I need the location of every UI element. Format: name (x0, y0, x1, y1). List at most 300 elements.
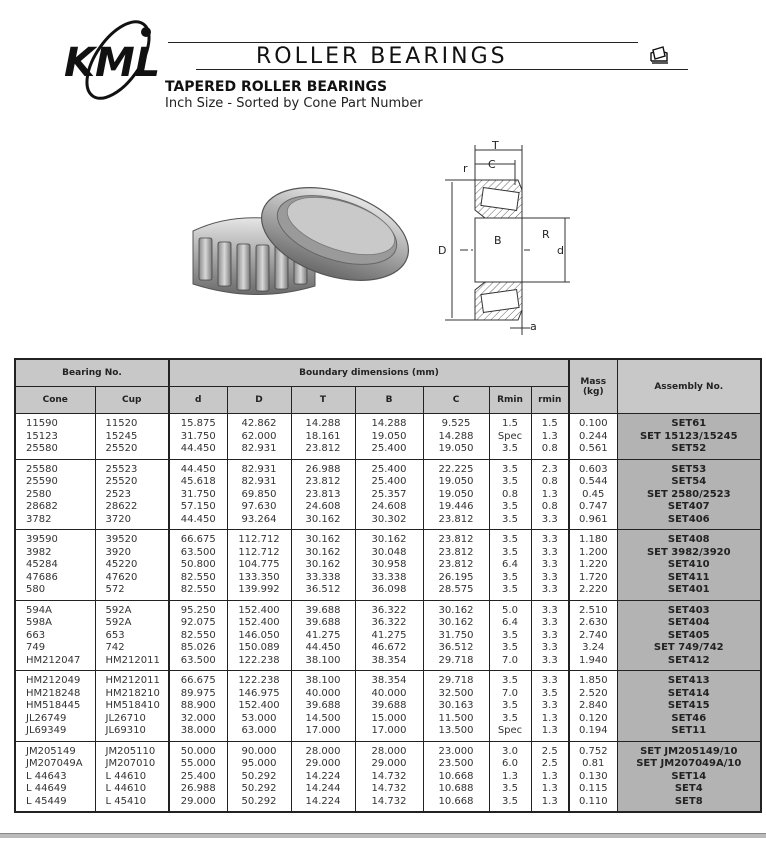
cell-value: 15.000 (371, 712, 407, 724)
cell-value: 92.075 (180, 617, 216, 628)
table-row-group (15, 414, 761, 460)
cell-value: 39.688 (371, 700, 407, 711)
cell-value: 592A (105, 604, 132, 616)
col-Rmin: Rmin (489, 387, 531, 414)
cell-value: SET 2580/2523 (646, 488, 731, 500)
cell-Rmin (489, 459, 531, 530)
cell-value: SET404 (667, 617, 710, 628)
cell-value: SET 3982/3920 (646, 546, 731, 558)
cell-value: 36.098 (371, 584, 407, 595)
cell-value: 25590 (26, 476, 58, 487)
cell-value: 25.357 (371, 488, 407, 500)
cell-value: 30.162 (305, 513, 341, 525)
cell-value: 95.250 (180, 604, 216, 616)
cell-value: 85.026 (180, 642, 216, 653)
cell-Rmin (489, 741, 531, 812)
kml-logo (62, 14, 172, 100)
cell-assembly (617, 741, 761, 812)
cell-value: 3782 (26, 513, 52, 525)
cell-value: HM218248 (26, 687, 81, 699)
cell-cup (95, 414, 169, 460)
cell-value: 14.732 (371, 770, 407, 782)
cell-value: 32.500 (438, 687, 474, 699)
cell-C (423, 414, 489, 460)
cell-value: 9.525 (441, 418, 471, 429)
cell-value: 90.000 (241, 745, 277, 757)
cell-C (423, 671, 489, 742)
col-cone: Cone (15, 387, 95, 414)
cell-value: 3.5 (502, 546, 518, 558)
cell-value: HM212011 (105, 654, 160, 666)
cell-value: 2.630 (578, 617, 608, 628)
cell-value: 19.446 (438, 501, 474, 512)
cell-value: 104.775 (238, 559, 280, 570)
section-subtitle: TAPERED ROLLER BEARINGS (165, 79, 388, 95)
cell-value: SET413 (667, 675, 710, 686)
cell-value: 152.400 (238, 604, 280, 616)
cell-value: L 44649 (26, 783, 67, 794)
cell-value: 26.988 (180, 783, 216, 794)
cell-value: 0.8 (541, 443, 558, 454)
cell-value: JL69310 (105, 725, 146, 736)
cell-rmin (531, 741, 569, 812)
cell-value: 82.550 (180, 571, 216, 583)
cell-cone (15, 459, 95, 530)
cell-value: 1.3 (541, 725, 558, 736)
cell-T (291, 741, 355, 812)
cell-value: 0.100 (578, 418, 608, 429)
page-title: ROLLER BEARINGS (256, 44, 508, 69)
cell-value: 3982 (26, 546, 52, 558)
cell-value: 3.5 (502, 443, 518, 454)
cell-value: SET403 (667, 604, 710, 616)
cell-value: 0.8 (502, 488, 518, 500)
cell-value: 6.4 (502, 559, 518, 570)
cell-value: 36.512 (438, 642, 474, 653)
cell-value: HM518410 (105, 700, 160, 711)
cell-value: 29.718 (438, 654, 474, 666)
cell-d (169, 600, 227, 671)
cell-value: 36.322 (371, 604, 407, 616)
table-row-group (15, 671, 761, 742)
cell-D (227, 741, 291, 812)
cell-value: JL69349 (26, 725, 67, 736)
cell-value: 11590 (26, 418, 58, 429)
cell-value: 3.3 (541, 654, 558, 666)
cell-value: HM212049 (26, 675, 81, 686)
cell-value: 2.220 (578, 584, 608, 595)
cell-value: 2.740 (578, 629, 608, 641)
cell-value: 3.5 (502, 795, 518, 807)
cell-value: JM207010 (105, 758, 156, 769)
cell-value: 3.0 (502, 745, 518, 757)
cell-value: 13.500 (438, 725, 474, 736)
cell-value: 19.050 (371, 430, 407, 442)
cell-value: 3.3 (541, 513, 558, 525)
cell-value: 26.988 (305, 463, 341, 475)
cell-value: 45284 (26, 559, 58, 570)
cell-value: 0.115 (578, 783, 608, 794)
cell-Rmin (489, 530, 531, 601)
cell-value: 40.000 (305, 687, 341, 699)
cell-value: 42.862 (241, 418, 277, 429)
cell-value: 25.400 (371, 476, 407, 487)
cell-value: 30.162 (305, 534, 341, 545)
cell-value: 82.931 (241, 476, 277, 487)
cell-value: 50.800 (180, 559, 216, 570)
cell-value: 44.450 (180, 443, 216, 454)
cell-value: 50.292 (241, 783, 277, 794)
cell-value: 53.000 (241, 712, 277, 724)
cell-rmin (531, 600, 569, 671)
cell-value: SET11 (671, 725, 707, 736)
cell-value: 3.3 (541, 675, 558, 686)
cell-value: JM205110 (105, 745, 156, 757)
cell-value: L 44610 (105, 770, 147, 782)
cell-value: 0.130 (578, 770, 608, 782)
cell-value: SET53 (671, 463, 707, 475)
cell-value: 1.3 (541, 712, 558, 724)
col-T: T (291, 387, 355, 414)
cell-T (291, 414, 355, 460)
cell-value: 25520 (105, 476, 138, 487)
cell-value: 82.550 (180, 584, 216, 595)
cell-B (355, 671, 423, 742)
cell-D (227, 530, 291, 601)
cell-value: 0.194 (578, 725, 608, 736)
cell-value: 19.050 (438, 443, 474, 454)
cell-value: 5.0 (502, 604, 518, 616)
cell-value: 22.225 (438, 463, 474, 475)
col-C: C (423, 387, 489, 414)
cell-value: 3.3 (541, 571, 558, 583)
cell-value: Spec (497, 430, 523, 442)
cell-C (423, 600, 489, 671)
cell-value: 23.812 (438, 513, 474, 525)
cell-value: 88.900 (180, 700, 216, 711)
cell-value: 15123 (26, 430, 58, 442)
cell-value: SET412 (667, 654, 710, 666)
diagram-label-r: r (463, 162, 468, 175)
tapered-bearing-icon (648, 44, 670, 66)
cell-value: 1.3 (541, 783, 558, 794)
cell-value: 38.354 (371, 675, 407, 686)
cell-value: 30.958 (371, 559, 407, 570)
cell-assembly (617, 530, 761, 601)
cell-value: 55.000 (180, 758, 216, 769)
cell-value: SET JM207049A/10 (636, 758, 742, 769)
cell-value: 1.3 (502, 770, 518, 782)
cell-value: 30.162 (438, 604, 474, 616)
cell-value: 7.0 (502, 654, 518, 666)
cell-value: 47686 (26, 571, 58, 583)
cell-value: 2580 (26, 488, 52, 500)
cell-value: 0.110 (578, 795, 608, 807)
cell-cup (95, 741, 169, 812)
cell-value: 25580 (26, 463, 58, 475)
cell-value: 2.3 (541, 463, 558, 475)
cell-value: 1.940 (578, 654, 608, 666)
cell-mass (569, 459, 617, 530)
table-body (15, 414, 761, 813)
cell-value: 29.000 (305, 758, 341, 769)
title-rule-top (168, 42, 638, 43)
cell-value: L 44610 (105, 783, 147, 794)
cell-value: 31.750 (438, 629, 474, 641)
cell-value: L 45410 (105, 795, 147, 807)
cell-value: 1.3 (541, 488, 558, 500)
cell-value: 3.5 (502, 712, 518, 724)
diagram-label-C: C (488, 158, 496, 171)
cell-value: 30.162 (438, 617, 474, 628)
cell-rmin (531, 671, 569, 742)
cell-value: SET410 (667, 559, 710, 570)
cell-B (355, 530, 423, 601)
cell-value: 1.200 (578, 546, 608, 558)
cell-value: 6.4 (502, 617, 518, 628)
cell-value: 663 (26, 629, 46, 641)
cell-value: 50.292 (241, 795, 277, 807)
cell-value: 26.195 (438, 571, 474, 583)
cell-value: 0.603 (578, 463, 608, 475)
cell-value: 3.5 (502, 675, 518, 686)
cell-value: 3.5 (502, 513, 518, 525)
cell-T (291, 671, 355, 742)
header-boundary-dimensions: Boundary dimensions (mm) (169, 359, 569, 387)
cell-cup (95, 530, 169, 601)
cell-value: 19.050 (438, 488, 474, 500)
cell-value: 0.961 (578, 513, 608, 525)
cell-value: 572 (105, 584, 125, 595)
diagram-label-B: B (494, 234, 502, 247)
bearing-table (14, 358, 762, 813)
cell-B (355, 459, 423, 530)
cell-Rmin (489, 671, 531, 742)
cell-value: JL26749 (26, 712, 67, 724)
cell-value: 3.3 (541, 642, 558, 653)
cell-mass (569, 741, 617, 812)
cell-value: 14.732 (371, 783, 407, 794)
cell-value: SET 749/742 (653, 642, 724, 653)
cell-value: 112.712 (238, 546, 280, 558)
cell-value: 0.752 (578, 745, 608, 757)
cell-D (227, 414, 291, 460)
cell-value: 36.322 (371, 617, 407, 628)
cell-rmin (531, 459, 569, 530)
cell-value: 63.500 (180, 654, 216, 666)
cell-value: 25.400 (371, 463, 407, 475)
cell-value: SET408 (667, 534, 710, 545)
cell-value: 152.400 (238, 617, 280, 628)
cell-value: 38.100 (305, 654, 341, 666)
cell-value: 23.812 (305, 443, 341, 454)
cell-value: SET52 (671, 443, 707, 454)
cell-value: 45220 (105, 559, 138, 570)
diagram-label-R: R (542, 228, 550, 241)
cell-value: 14.288 (371, 418, 407, 429)
cell-value: SET46 (671, 712, 707, 724)
cell-B (355, 741, 423, 812)
cell-assembly (617, 414, 761, 460)
cell-value: 28.575 (438, 584, 474, 595)
footer-bar (0, 833, 766, 838)
cell-value: 0.747 (578, 501, 608, 512)
cell-value: 3.5 (502, 584, 518, 595)
cell-T (291, 530, 355, 601)
cell-value: 23.812 (305, 476, 341, 487)
cell-value: 1.3 (541, 430, 558, 442)
cell-value: 1.5 (541, 418, 558, 429)
table-row-group (15, 600, 761, 671)
cell-value: 39520 (105, 534, 138, 545)
cell-value: 0.244 (578, 430, 608, 442)
cell-value: 38.354 (371, 654, 407, 666)
cell-value: 10.668 (438, 795, 474, 807)
cell-value: 28622 (105, 501, 138, 512)
cell-value: 1.3 (541, 795, 558, 807)
cell-value: 25580 (26, 443, 58, 454)
cell-assembly (617, 459, 761, 530)
cell-value: 17.000 (371, 725, 407, 736)
cell-value: HM218210 (105, 687, 160, 699)
cell-value: 10.668 (438, 770, 474, 782)
cell-value: 2.520 (578, 687, 608, 699)
cell-value: 2.5 (541, 745, 558, 757)
cell-value: SET8 (674, 795, 703, 807)
cell-assembly (617, 600, 761, 671)
cell-d (169, 414, 227, 460)
bearing-cross-section-diagram (430, 140, 590, 340)
cell-value: SET JM205149/10 (640, 745, 738, 757)
cell-value: 29.000 (180, 795, 216, 807)
cell-value: 152.400 (238, 700, 280, 711)
cell-value: 31.750 (180, 430, 216, 442)
cell-value: 0.8 (541, 501, 558, 512)
cell-cup (95, 671, 169, 742)
cell-value: 82.931 (241, 443, 277, 454)
cell-value: 14.224 (305, 770, 341, 782)
cell-cup (95, 459, 169, 530)
cell-value: 3.5 (502, 501, 518, 512)
cell-value: SET 15123/15245 (639, 430, 738, 442)
header-mass: Mass (kg) (569, 359, 617, 414)
cell-D (227, 671, 291, 742)
cell-C (423, 459, 489, 530)
cell-value: SET401 (667, 584, 710, 595)
cell-d (169, 741, 227, 812)
cell-cup (95, 600, 169, 671)
cell-value: 31.750 (180, 488, 216, 500)
cell-cone (15, 414, 95, 460)
cell-value: 30.302 (371, 513, 407, 525)
col-rmin: rmin (531, 387, 569, 414)
cell-value: 69.850 (241, 488, 277, 500)
cell-value: 139.992 (238, 584, 280, 595)
cell-value: 23.812 (438, 534, 474, 545)
cell-value: 45.618 (180, 476, 216, 487)
cell-value: 742 (105, 642, 125, 653)
cell-value: 38.100 (305, 675, 341, 686)
cell-value: 50.292 (241, 770, 277, 782)
cell-value: 25.400 (371, 443, 407, 454)
cell-value: 23.500 (438, 758, 474, 769)
cell-C (423, 741, 489, 812)
cell-value: 14.732 (371, 795, 407, 807)
cell-value: 3.3 (541, 546, 558, 558)
cell-value: 38.000 (180, 725, 216, 736)
cell-value: 28.000 (371, 745, 407, 757)
title-rule-bottom (196, 69, 688, 70)
cell-value: 150.089 (238, 642, 280, 653)
cell-value: 3.5 (502, 783, 518, 794)
cell-value: 1.220 (578, 559, 608, 570)
cell-d (169, 530, 227, 601)
cell-value: 10.688 (438, 783, 474, 794)
cell-value: 3.5 (502, 700, 518, 711)
cell-value: 122.238 (238, 675, 280, 686)
cell-value: 95.000 (241, 758, 277, 769)
cell-value: 30.163 (438, 700, 474, 711)
cell-value: 25520 (105, 443, 138, 454)
cell-B (355, 600, 423, 671)
cell-value: 40.000 (371, 687, 407, 699)
cell-value: 2523 (105, 488, 131, 500)
cell-value: 133.350 (238, 571, 280, 583)
cell-value: 97.630 (241, 501, 277, 512)
cell-value: SET54 (671, 476, 707, 487)
cell-value: HM518445 (26, 700, 81, 711)
cell-value: 33.338 (371, 571, 407, 583)
cell-value: 66.675 (180, 534, 216, 545)
cell-value: SET415 (667, 700, 710, 711)
cell-value: SET407 (667, 501, 710, 512)
col-d: d (169, 387, 227, 414)
cell-value: 122.238 (238, 654, 280, 666)
cell-value: 1.720 (578, 571, 608, 583)
cell-cone (15, 671, 95, 742)
cell-value: L 45449 (26, 795, 67, 807)
cell-value: 82.550 (180, 629, 216, 641)
cell-value: 749 (26, 642, 46, 653)
cell-value: 3920 (105, 546, 131, 558)
cell-value: 39.688 (305, 617, 341, 628)
cell-value: L 44643 (26, 770, 67, 782)
cell-Rmin (489, 600, 531, 671)
cell-value: 30.162 (305, 546, 341, 558)
cell-value: 30.162 (371, 534, 407, 545)
cell-value: 14.288 (305, 418, 341, 429)
cell-value: 3.5 (541, 687, 558, 699)
section-description: Inch Size - Sorted by Cone Part Number (165, 96, 423, 111)
col-cup: Cup (95, 387, 169, 414)
cell-value: 3.24 (582, 642, 605, 653)
cell-value: 14.244 (305, 783, 341, 794)
cell-value: 0.120 (578, 712, 608, 724)
cell-T (291, 600, 355, 671)
cell-value: 28.000 (305, 745, 341, 757)
cell-C (423, 530, 489, 601)
cell-value: 30.162 (305, 559, 341, 570)
cell-value: 7.0 (502, 687, 518, 699)
cell-value: Spec (497, 725, 523, 736)
col-D: D (227, 387, 291, 414)
cell-value: 112.712 (238, 534, 280, 545)
cell-value: 1.850 (578, 675, 608, 686)
cell-value: 46.672 (371, 642, 407, 653)
diagram-label-T: T (492, 140, 499, 152)
cell-value: 3.3 (541, 617, 558, 628)
cell-value: 15245 (105, 430, 138, 442)
